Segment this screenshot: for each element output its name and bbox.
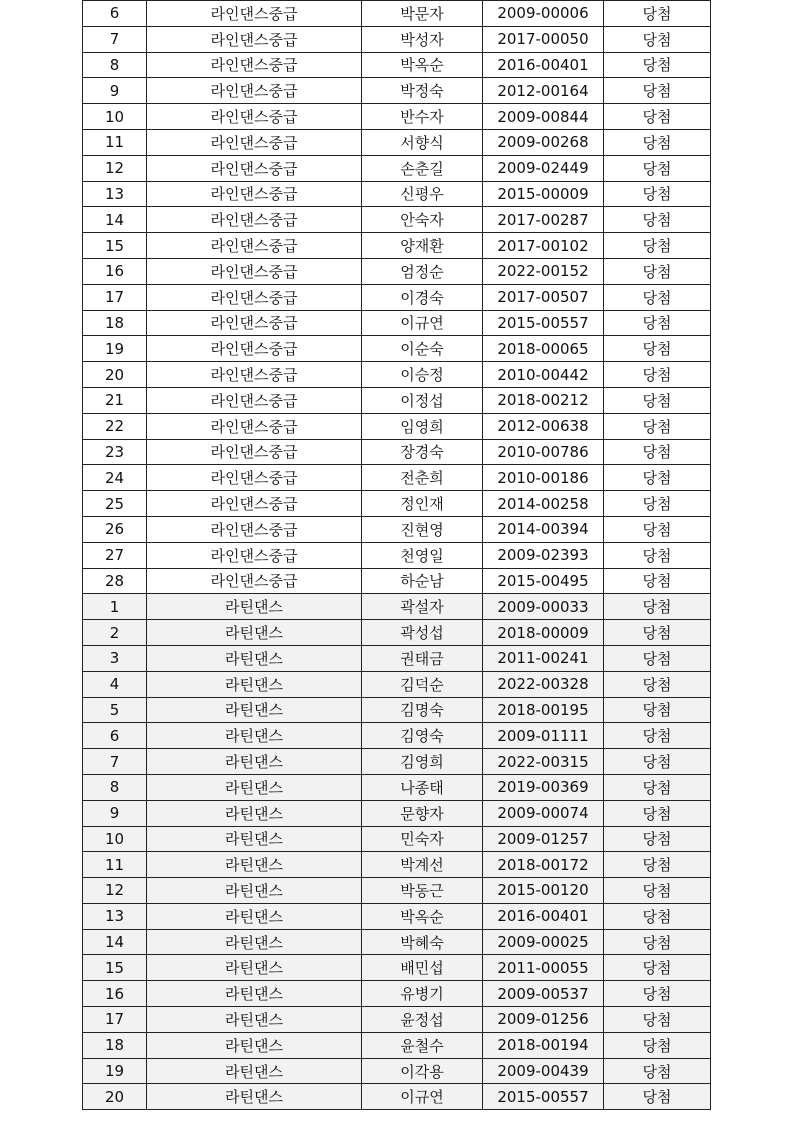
row-number-cell: 11 bbox=[83, 129, 147, 155]
class-name-cell: 라인댄스중급 bbox=[147, 26, 362, 52]
table-row bbox=[83, 207, 711, 233]
row-number-cell: 18 bbox=[83, 1032, 147, 1058]
result-cell: 당첨 bbox=[604, 800, 711, 826]
table-row bbox=[83, 516, 711, 542]
row-number-cell: 1 bbox=[83, 594, 147, 620]
result-cell: 당첨 bbox=[604, 774, 711, 800]
row-number-cell: 7 bbox=[83, 26, 147, 52]
applicant-name-cell: 하순남 bbox=[362, 568, 483, 594]
class-name-cell: 라인댄스중급 bbox=[147, 336, 362, 362]
class-name-cell: 라인댄스중급 bbox=[147, 207, 362, 233]
class-name-cell: 라인댄스중급 bbox=[147, 491, 362, 517]
result-cell: 당첨 bbox=[604, 233, 711, 259]
class-name-cell: 라틴댄스 bbox=[147, 749, 362, 775]
row-number-cell: 10 bbox=[83, 826, 147, 852]
class-name-cell: 라틴댄스 bbox=[147, 955, 362, 981]
member-id-cell: 2017-00050 bbox=[483, 26, 604, 52]
class-name-cell: 라틴댄스 bbox=[147, 774, 362, 800]
table-row bbox=[83, 362, 711, 388]
row-number-cell: 20 bbox=[83, 362, 147, 388]
applicant-name-cell: 나종태 bbox=[362, 774, 483, 800]
table-row bbox=[83, 594, 711, 620]
table-row bbox=[83, 336, 711, 362]
row-number-cell: 5 bbox=[83, 697, 147, 723]
applicant-name-cell: 곽설자 bbox=[362, 594, 483, 620]
result-cell: 당첨 bbox=[604, 439, 711, 465]
result-cell: 당첨 bbox=[604, 387, 711, 413]
applicant-name-cell: 이순숙 bbox=[362, 336, 483, 362]
row-number-cell: 16 bbox=[83, 258, 147, 284]
member-id-cell: 2009-00439 bbox=[483, 1058, 604, 1084]
applicant-name-cell: 김덕순 bbox=[362, 671, 483, 697]
applicant-name-cell: 박성자 bbox=[362, 26, 483, 52]
applicant-name-cell: 정인재 bbox=[362, 491, 483, 517]
table-row bbox=[83, 1032, 711, 1058]
row-number-cell: 23 bbox=[83, 439, 147, 465]
table-row bbox=[83, 568, 711, 594]
member-id-cell: 2014-00258 bbox=[483, 491, 604, 517]
result-cell: 당첨 bbox=[604, 104, 711, 130]
row-number-cell: 9 bbox=[83, 800, 147, 826]
table-row bbox=[83, 1007, 711, 1033]
member-id-cell: 2009-01111 bbox=[483, 723, 604, 749]
applicant-name-cell: 김영희 bbox=[362, 749, 483, 775]
class-name-cell: 라틴댄스 bbox=[147, 1058, 362, 1084]
row-number-cell: 3 bbox=[83, 645, 147, 671]
applicant-name-cell: 민숙자 bbox=[362, 826, 483, 852]
table-row bbox=[83, 1084, 711, 1110]
applicant-name-cell: 곽성섭 bbox=[362, 620, 483, 646]
result-cell: 당첨 bbox=[604, 1058, 711, 1084]
applicant-name-cell: 이경숙 bbox=[362, 284, 483, 310]
row-number-cell: 8 bbox=[83, 774, 147, 800]
member-id-cell: 2010-00786 bbox=[483, 439, 604, 465]
applicant-name-cell: 김명숙 bbox=[362, 697, 483, 723]
table-row bbox=[83, 78, 711, 104]
member-id-cell: 2011-00055 bbox=[483, 955, 604, 981]
class-name-cell: 라틴댄스 bbox=[147, 903, 362, 929]
row-number-cell: 10 bbox=[83, 104, 147, 130]
class-name-cell: 라인댄스중급 bbox=[147, 413, 362, 439]
member-id-cell: 2009-01256 bbox=[483, 1007, 604, 1033]
member-id-cell: 2018-00212 bbox=[483, 387, 604, 413]
applicant-name-cell: 진현영 bbox=[362, 516, 483, 542]
result-cell: 당첨 bbox=[604, 903, 711, 929]
table-row bbox=[83, 542, 711, 568]
row-number-cell: 15 bbox=[83, 955, 147, 981]
table-row bbox=[83, 491, 711, 517]
table-row bbox=[83, 104, 711, 130]
row-number-cell: 26 bbox=[83, 516, 147, 542]
member-id-cell: 2017-00287 bbox=[483, 207, 604, 233]
member-id-cell: 2011-00241 bbox=[483, 645, 604, 671]
row-number-cell: 19 bbox=[83, 1058, 147, 1084]
member-id-cell: 2018-00195 bbox=[483, 697, 604, 723]
result-cell: 당첨 bbox=[604, 336, 711, 362]
result-cell: 당첨 bbox=[604, 284, 711, 310]
applicant-name-cell: 신평우 bbox=[362, 181, 483, 207]
class-name-cell: 라인댄스중급 bbox=[147, 362, 362, 388]
result-cell: 당첨 bbox=[604, 1, 711, 27]
result-cell: 당첨 bbox=[604, 155, 711, 181]
table-row bbox=[83, 723, 711, 749]
applicant-name-cell: 안숙자 bbox=[362, 207, 483, 233]
result-cell: 당첨 bbox=[604, 723, 711, 749]
result-cell: 당첨 bbox=[604, 1032, 711, 1058]
table-row bbox=[83, 645, 711, 671]
applicant-name-cell: 박옥순 bbox=[362, 52, 483, 78]
row-number-cell: 17 bbox=[83, 284, 147, 310]
row-number-cell: 14 bbox=[83, 929, 147, 955]
table-row bbox=[83, 26, 711, 52]
class-name-cell: 라틴댄스 bbox=[147, 723, 362, 749]
result-cell: 당첨 bbox=[604, 516, 711, 542]
row-number-cell: 17 bbox=[83, 1007, 147, 1033]
class-name-cell: 라틴댄스 bbox=[147, 671, 362, 697]
table-row bbox=[83, 697, 711, 723]
class-name-cell: 라틴댄스 bbox=[147, 1007, 362, 1033]
result-cell: 당첨 bbox=[604, 207, 711, 233]
member-id-cell: 2009-02393 bbox=[483, 542, 604, 568]
member-id-cell: 2009-00537 bbox=[483, 981, 604, 1007]
result-cell: 당첨 bbox=[604, 465, 711, 491]
table-row bbox=[83, 233, 711, 259]
result-cell: 당첨 bbox=[604, 620, 711, 646]
result-cell: 당첨 bbox=[604, 594, 711, 620]
result-cell: 당첨 bbox=[604, 26, 711, 52]
applicant-name-cell: 반수자 bbox=[362, 104, 483, 130]
applicant-name-cell: 윤정섭 bbox=[362, 1007, 483, 1033]
class-name-cell: 라인댄스중급 bbox=[147, 233, 362, 259]
class-name-cell: 라틴댄스 bbox=[147, 594, 362, 620]
result-cell: 당첨 bbox=[604, 413, 711, 439]
result-cell: 당첨 bbox=[604, 362, 711, 388]
result-cell: 당첨 bbox=[604, 749, 711, 775]
member-id-cell: 2009-00268 bbox=[483, 129, 604, 155]
applicant-name-cell: 장경숙 bbox=[362, 439, 483, 465]
applicant-name-cell: 박혜숙 bbox=[362, 929, 483, 955]
row-number-cell: 22 bbox=[83, 413, 147, 439]
class-name-cell: 라틴댄스 bbox=[147, 697, 362, 723]
class-name-cell: 라틴댄스 bbox=[147, 620, 362, 646]
member-id-cell: 2019-00369 bbox=[483, 774, 604, 800]
row-number-cell: 18 bbox=[83, 310, 147, 336]
result-cell: 당첨 bbox=[604, 955, 711, 981]
table-row bbox=[83, 258, 711, 284]
member-id-cell: 2010-00186 bbox=[483, 465, 604, 491]
class-name-cell: 라인댄스중급 bbox=[147, 516, 362, 542]
result-cell: 당첨 bbox=[604, 52, 711, 78]
class-name-cell: 라인댄스중급 bbox=[147, 465, 362, 491]
table-row bbox=[83, 774, 711, 800]
member-id-cell: 2009-01257 bbox=[483, 826, 604, 852]
applicant-name-cell: 손춘길 bbox=[362, 155, 483, 181]
class-name-cell: 라인댄스중급 bbox=[147, 181, 362, 207]
class-name-cell: 라인댄스중급 bbox=[147, 1, 362, 27]
row-number-cell: 19 bbox=[83, 336, 147, 362]
member-id-cell: 2009-00033 bbox=[483, 594, 604, 620]
table-row bbox=[83, 800, 711, 826]
row-number-cell: 25 bbox=[83, 491, 147, 517]
row-number-cell: 14 bbox=[83, 207, 147, 233]
class-name-cell: 라인댄스중급 bbox=[147, 284, 362, 310]
applicant-name-cell: 박문자 bbox=[362, 1, 483, 27]
table-row bbox=[83, 852, 711, 878]
member-id-cell: 2018-00172 bbox=[483, 852, 604, 878]
class-name-cell: 라인댄스중급 bbox=[147, 387, 362, 413]
applicant-name-cell: 권태금 bbox=[362, 645, 483, 671]
result-cell: 당첨 bbox=[604, 491, 711, 517]
table-row bbox=[83, 387, 711, 413]
row-number-cell: 21 bbox=[83, 387, 147, 413]
result-cell: 당첨 bbox=[604, 1084, 711, 1110]
row-number-cell: 20 bbox=[83, 1084, 147, 1110]
member-id-cell: 2015-00557 bbox=[483, 1084, 604, 1110]
applicant-name-cell: 양재환 bbox=[362, 233, 483, 259]
member-id-cell: 2015-00009 bbox=[483, 181, 604, 207]
member-id-cell: 2022-00328 bbox=[483, 671, 604, 697]
member-id-cell: 2015-00120 bbox=[483, 878, 604, 904]
table-row bbox=[83, 52, 711, 78]
member-id-cell: 2015-00557 bbox=[483, 310, 604, 336]
class-name-cell: 라틴댄스 bbox=[147, 981, 362, 1007]
row-number-cell: 28 bbox=[83, 568, 147, 594]
applicant-name-cell: 엄정순 bbox=[362, 258, 483, 284]
member-id-cell: 2022-00152 bbox=[483, 258, 604, 284]
result-cell: 당첨 bbox=[604, 129, 711, 155]
table-row bbox=[83, 749, 711, 775]
result-cell: 당첨 bbox=[604, 310, 711, 336]
applicant-name-cell: 천영일 bbox=[362, 542, 483, 568]
table-row bbox=[83, 1, 711, 27]
applicant-name-cell: 이규연 bbox=[362, 1084, 483, 1110]
applicant-name-cell: 이승정 bbox=[362, 362, 483, 388]
result-cell: 당첨 bbox=[604, 929, 711, 955]
class-name-cell: 라틴댄스 bbox=[147, 878, 362, 904]
result-cell: 당첨 bbox=[604, 852, 711, 878]
row-number-cell: 15 bbox=[83, 233, 147, 259]
row-number-cell: 12 bbox=[83, 155, 147, 181]
table-row bbox=[83, 284, 711, 310]
row-number-cell: 16 bbox=[83, 981, 147, 1007]
class-name-cell: 라인댄스중급 bbox=[147, 258, 362, 284]
table-row bbox=[83, 181, 711, 207]
applicant-name-cell: 박동근 bbox=[362, 878, 483, 904]
result-cell: 당첨 bbox=[604, 645, 711, 671]
table-row bbox=[83, 981, 711, 1007]
row-number-cell: 7 bbox=[83, 749, 147, 775]
table-row bbox=[83, 826, 711, 852]
member-id-cell: 2012-00164 bbox=[483, 78, 604, 104]
member-id-cell: 2017-00507 bbox=[483, 284, 604, 310]
result-cell: 당첨 bbox=[604, 697, 711, 723]
class-name-cell: 라인댄스중급 bbox=[147, 439, 362, 465]
class-name-cell: 라인댄스중급 bbox=[147, 129, 362, 155]
table-row bbox=[83, 310, 711, 336]
table-row bbox=[83, 903, 711, 929]
applicant-name-cell: 김영숙 bbox=[362, 723, 483, 749]
member-id-cell: 2012-00638 bbox=[483, 413, 604, 439]
table-row bbox=[83, 671, 711, 697]
table-row bbox=[83, 129, 711, 155]
row-number-cell: 6 bbox=[83, 723, 147, 749]
row-number-cell: 8 bbox=[83, 52, 147, 78]
class-name-cell: 라인댄스중급 bbox=[147, 52, 362, 78]
applicant-name-cell: 박계선 bbox=[362, 852, 483, 878]
member-id-cell: 2018-00009 bbox=[483, 620, 604, 646]
class-name-cell: 라인댄스중급 bbox=[147, 78, 362, 104]
class-name-cell: 라인댄스중급 bbox=[147, 542, 362, 568]
class-name-cell: 라틴댄스 bbox=[147, 826, 362, 852]
row-number-cell: 13 bbox=[83, 903, 147, 929]
applicant-name-cell: 배민섭 bbox=[362, 955, 483, 981]
result-cell: 당첨 bbox=[604, 258, 711, 284]
member-id-cell: 2014-00394 bbox=[483, 516, 604, 542]
row-number-cell: 12 bbox=[83, 878, 147, 904]
member-id-cell: 2016-00401 bbox=[483, 52, 604, 78]
member-id-cell: 2009-02449 bbox=[483, 155, 604, 181]
class-name-cell: 라틴댄스 bbox=[147, 1032, 362, 1058]
member-id-cell: 2009-00074 bbox=[483, 800, 604, 826]
member-id-cell: 2009-00025 bbox=[483, 929, 604, 955]
result-cell: 당첨 bbox=[604, 181, 711, 207]
row-number-cell: 2 bbox=[83, 620, 147, 646]
member-id-cell: 2015-00495 bbox=[483, 568, 604, 594]
table-row bbox=[83, 620, 711, 646]
class-name-cell: 라인댄스중급 bbox=[147, 104, 362, 130]
table-row bbox=[83, 465, 711, 491]
table-row bbox=[83, 1058, 711, 1084]
applicant-name-cell: 박옥순 bbox=[362, 903, 483, 929]
applicant-name-cell: 이정섭 bbox=[362, 387, 483, 413]
table-body bbox=[83, 1, 711, 1110]
applicant-name-cell: 전춘희 bbox=[362, 465, 483, 491]
applicant-name-cell: 이규연 bbox=[362, 310, 483, 336]
table-row bbox=[83, 439, 711, 465]
row-number-cell: 13 bbox=[83, 181, 147, 207]
table-row bbox=[83, 155, 711, 181]
table-row bbox=[83, 878, 711, 904]
applicant-name-cell: 이각용 bbox=[362, 1058, 483, 1084]
member-id-cell: 2010-00442 bbox=[483, 362, 604, 388]
member-id-cell: 2018-00194 bbox=[483, 1032, 604, 1058]
class-name-cell: 라인댄스중급 bbox=[147, 155, 362, 181]
member-id-cell: 2009-00844 bbox=[483, 104, 604, 130]
table-row bbox=[83, 929, 711, 955]
member-id-cell: 2009-00006 bbox=[483, 1, 604, 27]
member-id-cell: 2018-00065 bbox=[483, 336, 604, 362]
result-cell: 당첨 bbox=[604, 568, 711, 594]
class-name-cell: 라틴댄스 bbox=[147, 645, 362, 671]
member-id-cell: 2016-00401 bbox=[483, 903, 604, 929]
result-cell: 당첨 bbox=[604, 826, 711, 852]
result-cell: 당첨 bbox=[604, 671, 711, 697]
row-number-cell: 6 bbox=[83, 1, 147, 27]
applicant-name-cell: 윤철수 bbox=[362, 1032, 483, 1058]
row-number-cell: 24 bbox=[83, 465, 147, 491]
applicant-name-cell: 문향자 bbox=[362, 800, 483, 826]
row-number-cell: 9 bbox=[83, 78, 147, 104]
class-name-cell: 라틴댄스 bbox=[147, 1084, 362, 1110]
class-name-cell: 라인댄스중급 bbox=[147, 310, 362, 336]
row-number-cell: 11 bbox=[83, 852, 147, 878]
result-cell: 당첨 bbox=[604, 542, 711, 568]
result-cell: 당첨 bbox=[604, 981, 711, 1007]
member-id-cell: 2017-00102 bbox=[483, 233, 604, 259]
applicant-name-cell: 유병기 bbox=[362, 981, 483, 1007]
class-name-cell: 라틴댄스 bbox=[147, 800, 362, 826]
class-name-cell: 라틴댄스 bbox=[147, 929, 362, 955]
applicant-name-cell: 임영희 bbox=[362, 413, 483, 439]
applicant-name-cell: 서향식 bbox=[362, 129, 483, 155]
table-row bbox=[83, 955, 711, 981]
row-number-cell: 4 bbox=[83, 671, 147, 697]
table-row bbox=[83, 413, 711, 439]
result-cell: 당첨 bbox=[604, 1007, 711, 1033]
member-id-cell: 2022-00315 bbox=[483, 749, 604, 775]
class-name-cell: 라틴댄스 bbox=[147, 852, 362, 878]
lottery-result-table bbox=[82, 0, 711, 1110]
applicant-name-cell: 박정숙 bbox=[362, 78, 483, 104]
row-number-cell: 27 bbox=[83, 542, 147, 568]
result-cell: 당첨 bbox=[604, 878, 711, 904]
result-cell: 당첨 bbox=[604, 78, 711, 104]
class-name-cell: 라인댄스중급 bbox=[147, 568, 362, 594]
